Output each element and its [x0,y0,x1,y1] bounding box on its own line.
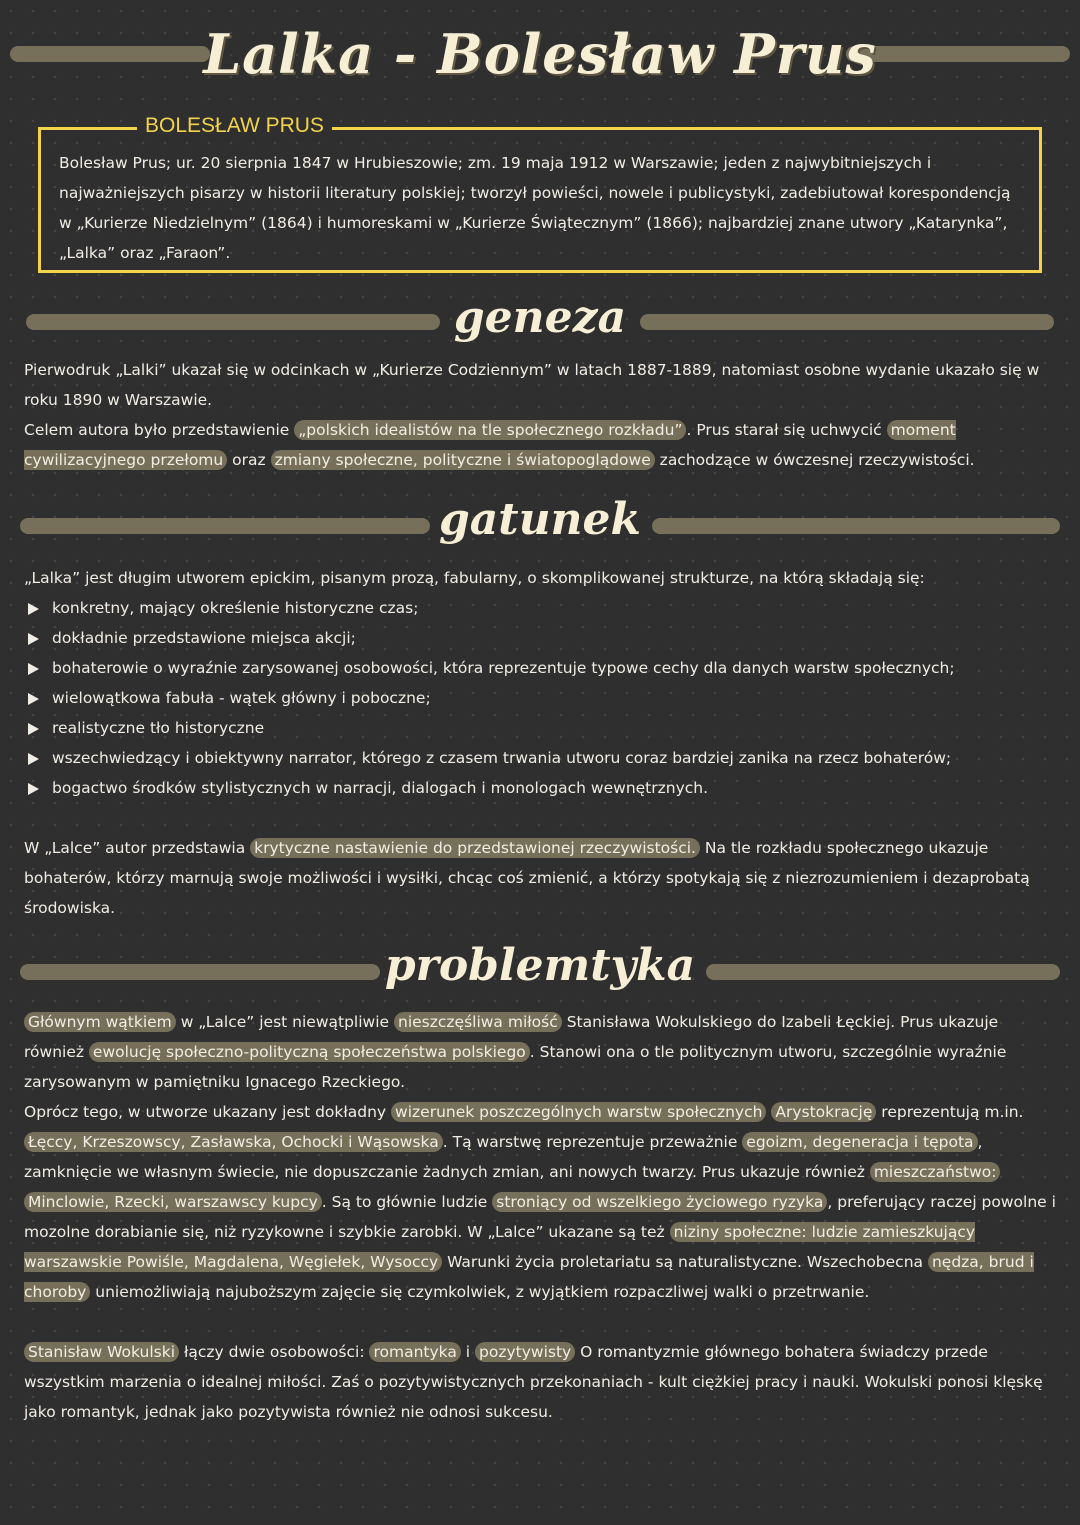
text: O romantyzmie głównego bohatera świadczy przede wszystkim marzenia o idealnej miłości. Zaś o pozytywistycznych przekonaniach - kult ciężkiej pracy i nauki. Wokulski ponosi klęskę jako romantyk, jednak jako pozytywista również nie odnosi sukcesu. [24,1343,1043,1421]
highlight: Minclowie, Rzecki, warszawscy kupcy [24,1192,322,1212]
geneza-p2 [24,415,1060,475]
highlight: krytyczne nastawienie do przedstawionej rzeczywistości. [250,838,700,858]
highlight: Arystokrację [771,1102,876,1122]
highlight: moment cywilizacyjnego przełomu [24,421,956,469]
problematyka-p1 [24,1007,1060,1097]
bio-text: Bolesław Prus; ur. 20 sierpnia 1847 w Hrubieszowie; zm. 19 maja 1912 w Warszawie; jeden z najwybitniejszych i najważniejszych pisarzy w historii literatury polskiej; tworzył powieści, nowele i publicystyki, zadebiutował korespondencją w „Kurierze Niedzielnym” (1864) i humoreskami w „Kurierze Świątecznym” (1866); najbardziej znane utwory „Katarynka”, „Lalka” oraz „Faraon”. [59,154,1011,262]
section-geneza [0,292,1080,352]
page-title: Lalka - Bolesław Prus [203,22,877,86]
text: w „Lalce” jest niewątpliwie [175,1013,394,1031]
problematyka-p2 [24,1097,1060,1307]
gatunek-heading: gatunek [438,494,642,545]
highlight: egoizm, degeneracja i tępota [742,1132,977,1152]
list-item: bogactwo środków stylistycznych w narracji, dialogach i monologach wewnętrznych. [24,773,1060,803]
section-gatunek [0,494,1080,554]
gatunek-text [24,563,1060,923]
list-item: konkretny, mający określenie historyczne czas; [24,593,1060,623]
text: Na tle rozkładu społecznego ukazuje bohaterów, którzy marnują swoje możliwości i wysiłki, chcąc coś zmienić, a którzy spotykają się z niezrozumieniem i dezaprobatą środowiska. [24,839,1030,917]
highlight: pozytywisty [475,1342,575,1362]
text: Oprócz tego, w utworze ukazany jest dokładny [24,1103,392,1121]
highlight: ewolucję społeczno-polityczną społeczeństwa polskiego [89,1042,530,1062]
text: i [460,1343,476,1361]
problematyka-p3 [24,1337,1060,1427]
geneza-text [24,355,1060,475]
highlight: nieszczęśliwa miłość [394,1012,562,1032]
highlight: zmiany społeczne, polityczne i światopoglądowe [271,450,655,470]
highlight: Stanisław Wokulski [24,1342,179,1362]
section-problematyka [0,940,1080,1000]
list-item: bohaterowie o wyraźnie zarysowanej osobowości, która reprezentuje typowe cechy dla danych warstw społecznych; [24,653,1060,683]
geneza-heading: geneza [453,292,627,343]
highlight: nędza, brud i choroby [24,1253,1034,1301]
text: Celem autora było przedstawienie [24,421,295,439]
text: . Prus starał się uchwycić [686,421,887,439]
list-item: wszechwiedzący i obiektywny narrator, którego z czasem trwania utworu coraz bardziej zanika na rzecz bohaterów; [24,743,1060,773]
bio-box [38,114,1042,273]
title-row [0,14,1080,94]
text: łączy dwie osobowości: [179,1343,370,1361]
highlight: Głównym wątkiem [24,1012,176,1032]
text: , zamknięcie we własnym świecie, nie dopuszczanie żadnych zmian, ani nowych twarzy. Prus ukazuje również [24,1133,983,1181]
problematyka-text [24,1007,1060,1427]
bio-label: BOLESŁAW PRUS [137,114,332,138]
text: . Stanowi ona o tle politycznym utworu, szczególnie wyraźnie zarysowanym w pamiętniku Ignacego Rzeckiego. [24,1043,1007,1091]
highlight: stroniący od wszelkiego życiowego ryzyka [492,1192,827,1212]
text: , preferujący raczej powolne i mozolne dorabianie się, niż ryzykowne i szybkie zarobki. W „Lalce” ukazane są też [24,1193,1056,1241]
text: Warunki życia proletariatu są naturalistyczne. Wszechobecna [442,1253,928,1271]
text: reprezentują m.in. [876,1103,1024,1121]
gatunek-list [24,593,1060,803]
highlight: wizerunek poszczególnych warstw społecznych [391,1102,766,1122]
list-item: realistyczne tło historyczne [24,713,1060,743]
text: Stanisława Wokulskiego do Izabeli Łęckiej. Prus ukazuje również [24,1013,999,1061]
highlight: mieszczaństwo: [870,1162,1001,1182]
gatunek-p2 [24,833,1060,923]
highlight: niziny społeczne: ludzie zamieszkujący warszawskie Powiśle, Magdalena, Węgiełek, Wysoccy [24,1223,976,1271]
gatunek-intro: „Lalka” jest długim utworem epickim, pisanym prozą, fabularny, o skomplikowanej strukturze, na którą składają się: [24,569,925,587]
geneza-p1: Pierwodruk „Lalki” ukazał się w odcinkach w „Kurierze Codziennym” w latach 1887-1889, natomiast osobne wydanie ukazało się w roku 1890 w Warszawie. [24,361,1040,409]
text: W „Lalce” autor przedstawia [24,839,251,857]
text: oraz [227,451,271,469]
text: zachodzące w ówczesnej rzeczywistości. [654,451,975,469]
highlight: romantyka [369,1342,460,1362]
problematyka-heading: problemtyka [384,940,696,991]
highlight: „polskich idealistów na tle społecznego rozkładu” [294,420,686,440]
text: . Tą warstwę reprezentuje przeważnie [442,1133,743,1151]
text: . Są to głównie ludzie [321,1193,493,1211]
highlight: Łęccy, Krzeszowscy, Zasławska, Ochocki i Wąsowska [24,1132,443,1152]
list-item: wielowątkowa fabuła - wątek główny i poboczne; [24,683,1060,713]
list-item: dokładnie przedstawione miejsca akcji; [24,623,1060,653]
text: uniemożliwiają najuboższym zajęcie się czymkolwiek, z wyjątkiem rozpaczliwej walki o przetrwanie. [90,1283,870,1301]
